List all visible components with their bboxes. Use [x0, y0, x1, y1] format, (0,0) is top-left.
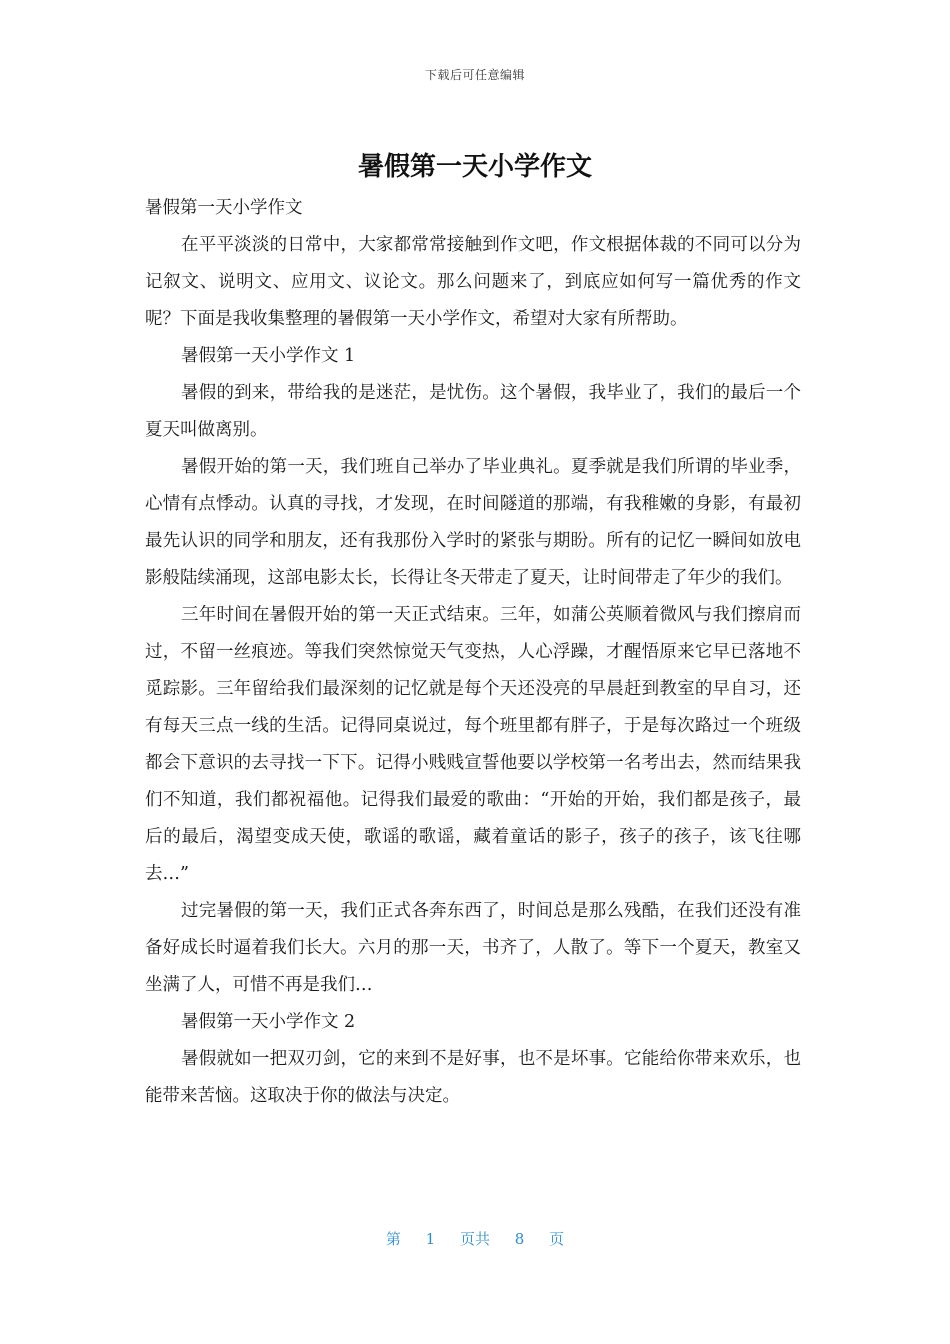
section-2-title: 暑假第一天小学作文 2	[181, 1012, 356, 1032]
total-pages-number: 8	[514, 1230, 525, 1248]
paragraph: 暑假就如一把双刃剑，它的来到不是好事，也不是坏事。它能给你带来欢乐，也能带来苦恼。这取决于你的做法与决定。	[145, 1049, 801, 1106]
paragraph: 暑假的到来，带给我的是迷茫，是忧伤。这个暑假，我毕业了，我们的最后一个夏天叫做离别。	[145, 383, 801, 440]
paragraph: 过完暑假的第一天，我们正式各奔东西了，时间总是那么残酷，在我们还没有准备好成长时逼着我们长大。六月的那一天，书齐了，人散了。等下一个夏天，教室又坐满了人，可惜不再是我们…	[145, 901, 801, 995]
footer-label: 第	[385, 1230, 401, 1248]
footer-label: 页共	[459, 1230, 490, 1248]
page-footer	[0, 1228, 950, 1249]
section-1-title: 暑假第一天小学作文 1	[181, 346, 356, 366]
header-note: 下载后可任意编辑	[424, 68, 525, 82]
paragraph: 三年时间在暑假开始的第一天正式结束。三年，如蒲公英顺着微风与我们擦肩而过，不留一丝痕迹。等我们突然惊觉天气变热，人心浮躁，才醒悟原来它早已落地不觅踪影。三年留给我们最深刻的记忆就是每个天还没亮的早晨赶到教室的早自习，还有每天三点一线的生活。记得同桌说过，每个班里都有胖子，于是每次路过一个班级都会下意识的去寻找一下下。记得小贱贱宣誓他要以学校第一名考出去，然而结果我们不知道，我们都祝福他。记得我们最爱的歌曲：“开始的开始，我们都是孩子，最后的最后，渴望变成天使，歌谣的歌谣，藏着童话的影子，孩子的孩子，该飞往哪去…”	[145, 605, 801, 884]
footer-label: 页	[549, 1230, 565, 1248]
first-line: 暑假第一天小学作文	[145, 198, 303, 218]
current-page-number: 1	[425, 1230, 436, 1248]
intro-paragraph: 在平平淡淡的日常中，大家都常常接触到作文吧，作文根据体裁的不同可以分为记叙文、说明文、应用文、议论文。那么问题来了，到底应如何写一篇优秀的作文呢？下面是我收集整理的暑假第一天小学作文，希望对大家有所帮助。	[145, 235, 801, 329]
paragraph: 暑假开始的第一天，我们班自己举办了毕业典礼。夏季就是我们所谓的毕业季，心情有点悸动。认真的寻找，才发现，在时间隧道的那端，有我稚嫩的身影，有最初最先认识的同学和朋友，还有我那份入学时的紧张与期盼。所有的记忆一瞬间如放电影般陆续涌现，这部电影太长，长得让冬天带走了夏天，让时间带走了年少的我们。	[145, 457, 801, 588]
document-body	[145, 190, 801, 1115]
document-title: 暑假第一天小学作文	[357, 152, 592, 182]
